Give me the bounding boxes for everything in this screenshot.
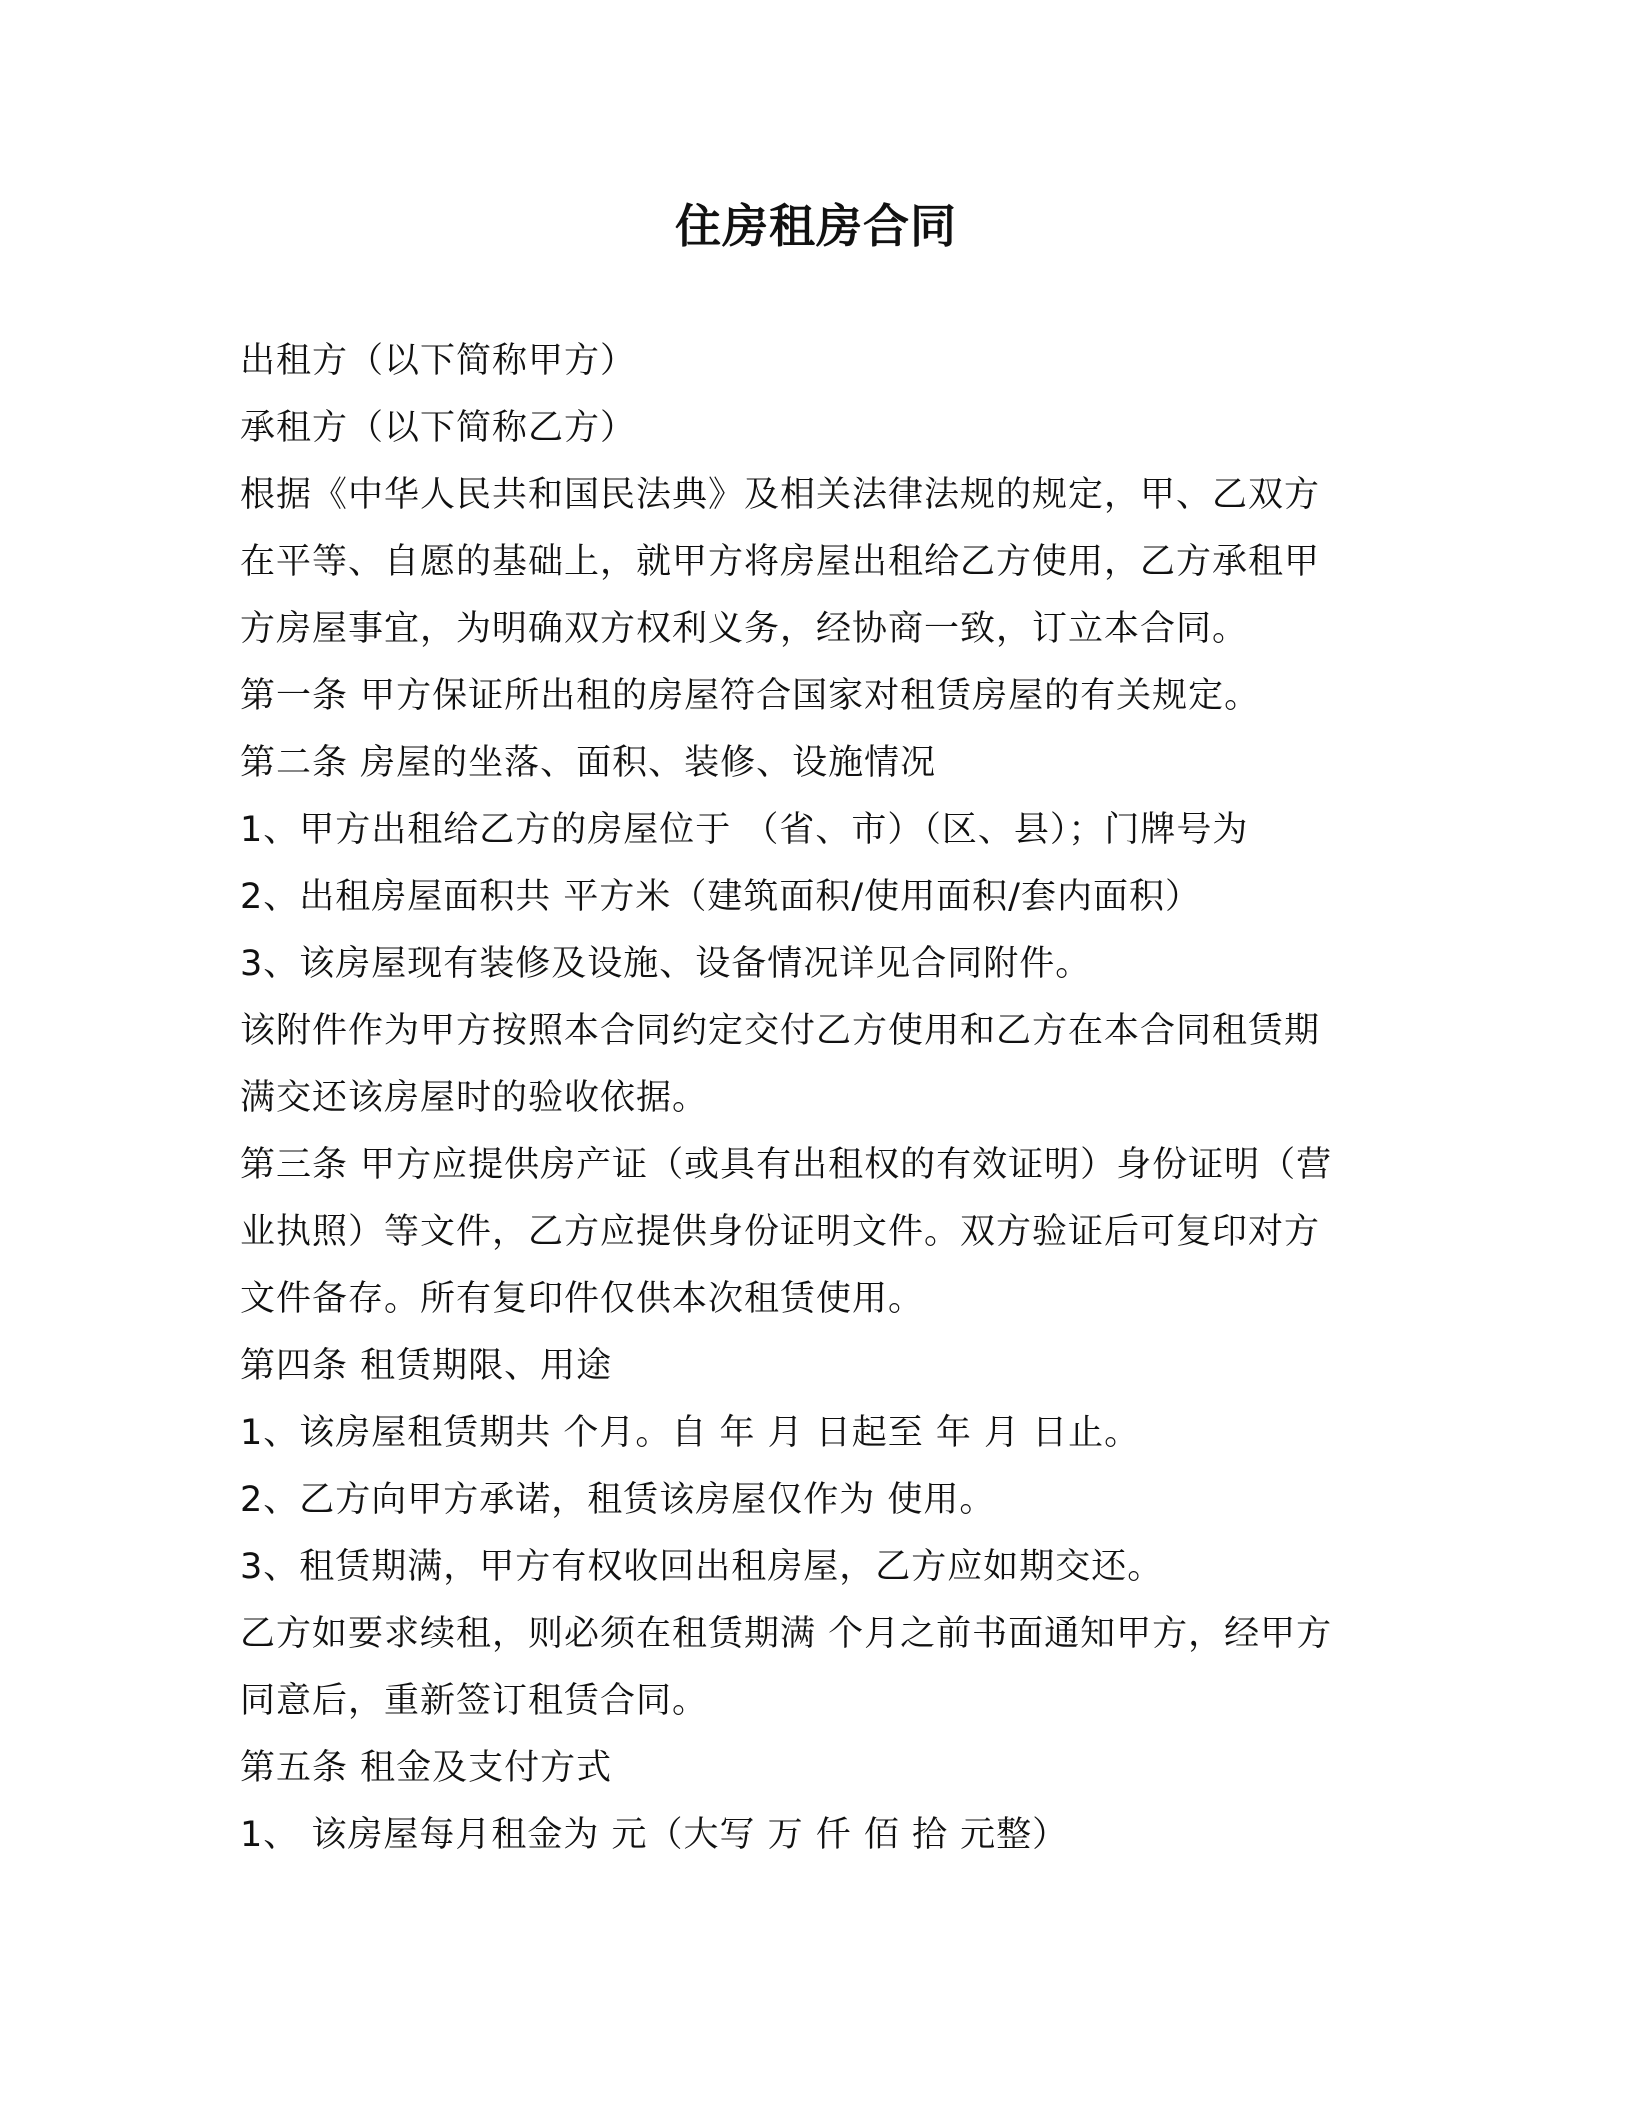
party-a-line: 出租方（以下简称甲方） bbox=[240, 341, 637, 381]
article-4-clause: 2、乙方向甲方承诺，租赁该房屋仅作为 使用。 bbox=[240, 1480, 996, 1520]
party-b-line: 承租方（以下简称乙方） bbox=[240, 408, 637, 448]
article-4-clause: 3、租赁期满，甲方有权收回出租房屋，乙方应如期交还。 bbox=[240, 1547, 1164, 1587]
article-2-paragraph: 该附件作为甲方按照本合同约定交付乙方使用和乙方在本合同租赁期 bbox=[240, 1011, 1321, 1051]
preamble-line: 方房屋事宜，为明确双方权利义务，经协商一致，订立本合同。 bbox=[240, 609, 1249, 649]
article-2-paragraph: 满交还该房屋时的验收依据。 bbox=[240, 1078, 709, 1118]
article-4-clause: 1、该房屋租赁期共 个月。自 年 月 日起至 年 月 日止。 bbox=[240, 1413, 1141, 1453]
article-2-clause: 3、该房屋现有装修及设施、设备情况详见合同附件。 bbox=[240, 944, 1092, 984]
article-2-heading: 第二条 房屋的坐落、面积、装修、设施情况 bbox=[240, 743, 937, 783]
document-body bbox=[240, 328, 1370, 1869]
article-5-heading: 第五条 租金及支付方式 bbox=[240, 1748, 613, 1788]
article-3-heading: 第三条 甲方应提供房产证（或具有出租权的有效证明）身份证明（营 bbox=[240, 1145, 1333, 1185]
preamble-line: 在平等、自愿的基础上，就甲方将房屋出租给乙方使用，乙方承租甲 bbox=[240, 542, 1321, 582]
article-4-paragraph: 同意后，重新签订租赁合同。 bbox=[240, 1681, 709, 1721]
article-3-paragraph: 业执照）等文件，乙方应提供身份证明文件。双方验证后可复印对方 bbox=[240, 1212, 1321, 1252]
document-title: 住房租房合同 bbox=[675, 199, 957, 253]
article-4-heading: 第四条 租赁期限、用途 bbox=[240, 1346, 613, 1386]
article-5-clause: 1、 该房屋每月租金为 元（大写 万 仟 佰 拾 元整） bbox=[240, 1815, 1069, 1855]
article-4-paragraph: 乙方如要求续租，则必须在租赁期满 个月之前书面通知甲方，经甲方 bbox=[240, 1614, 1333, 1654]
article-2-clause: 1、甲方出租给乙方的房屋位于 （省、市）（区、县）；门牌号为 bbox=[240, 810, 1249, 850]
preamble-line: 根据《中华人民共和国民法典》及相关法律法规的规定，甲、乙双方 bbox=[240, 475, 1321, 515]
article-1-heading: 第一条 甲方保证所出租的房屋符合国家对租赁房屋的有关规定。 bbox=[240, 676, 1261, 716]
article-3-paragraph: 文件备存。所有复印件仅供本次租赁使用。 bbox=[240, 1279, 925, 1319]
article-2-clause: 2、出租房屋面积共 平方米（建筑面积/使用面积/套内面积） bbox=[240, 877, 1201, 917]
